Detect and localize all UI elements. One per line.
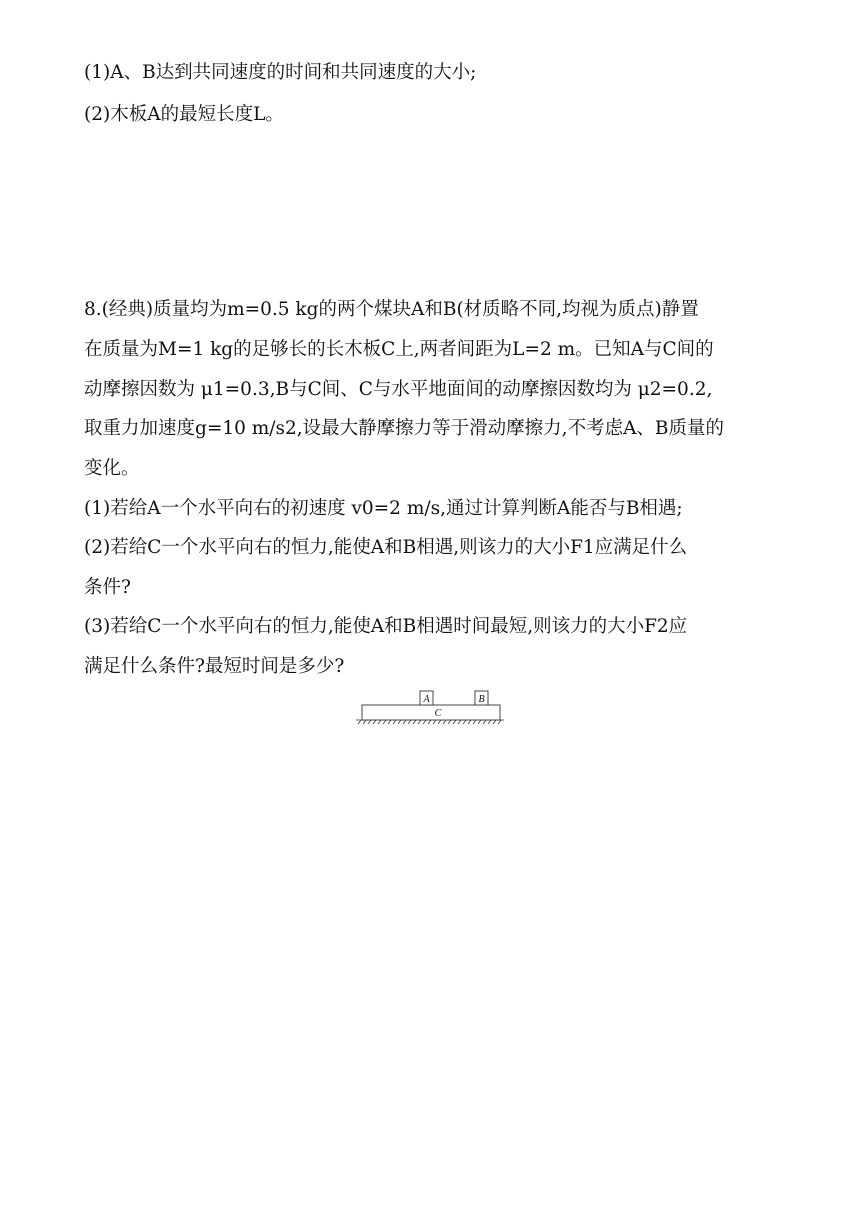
question-8-sub-3-line-1: (3)若给C一个水平向右的恒力,能使A和B相遇时间最短,则该力的大小F2应 (84, 616, 688, 637)
blocks-on-board-figure (352, 686, 508, 726)
block-b-label: B (478, 694, 485, 705)
question-8-sub-2-line-1: (2)若给C一个水平向右的恒力,能使A和B相遇,则该力的大小F1应满足什么 (84, 537, 688, 558)
question-8-sub-3-line-2: 满足什么条件?最短时间是多少? (84, 656, 345, 677)
question-8-sub-2-line-2: 条件? (84, 577, 131, 598)
question-8-line-3: 动摩擦因数为 μ1=0.3,B与C间、C与水平地面间的动摩擦因数均为 μ2=0.2, (84, 379, 713, 400)
block-a-label: A (423, 694, 430, 705)
question-8-sub-1: (1)若给A一个水平向右的初速度 v0=2 m/s,通过计算判断A能否与B相遇; (84, 498, 683, 519)
board-c-label: C (434, 708, 442, 719)
board-c (362, 705, 500, 720)
ground-hatching (356, 720, 504, 724)
question-8-line-2: 在质量为M=1 kg的足够长的长木板C上,两者间距为L=2 m。已知A与C间的 (84, 339, 714, 360)
prev-question-part1: (1)A、B达到共同速度的时间和共同速度的大小; (84, 62, 477, 83)
question-8-line-4: 取重力加速度g=10 m/s2,设最大静摩擦力等于滑动摩擦力,不考虑A、B质量的 (84, 418, 725, 439)
question-8-line-1: 8.(经典)质量均为m=0.5 kg的两个煤块A和B(材质略不同,均视为质点)静置 (84, 299, 699, 320)
question-8-line-5: 变化。 (84, 458, 140, 479)
prev-question-part2: (2)木板A的最短长度L。 (84, 104, 284, 125)
